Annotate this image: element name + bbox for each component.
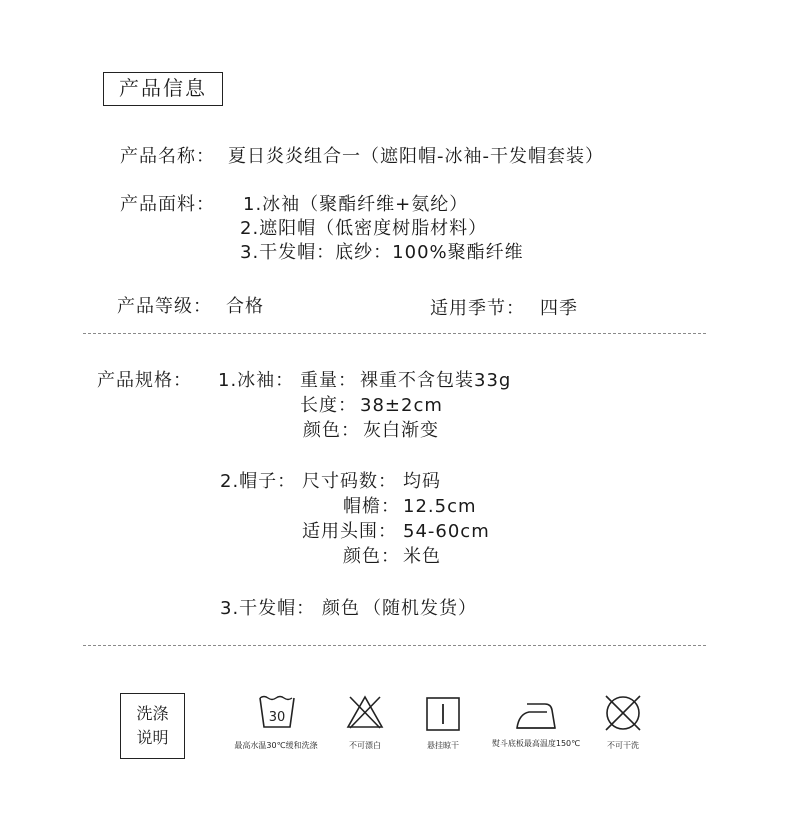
hat-size-label: 尺寸码数： [302, 471, 397, 492]
material-item: 3.干发帽：底纱：100%聚酯纤维 [240, 242, 524, 263]
care-label: 悬挂晾干 [427, 741, 459, 750]
season-value: 四季 [540, 298, 578, 319]
season-label: 适用季节： [430, 298, 525, 319]
no-dry-clean-icon [603, 693, 643, 733]
hat-color-label: 颜色： [343, 546, 400, 567]
hat-color-value: 米色 [403, 546, 441, 567]
towel-heading: 3.干发帽： [220, 598, 316, 619]
no-bleach-icon [345, 694, 385, 730]
section-title: 产品信息 [103, 72, 223, 106]
sleeve-weight-label: 重量： [300, 370, 357, 391]
material-item: 1.冰袖（聚酯纤维+氨纶） [243, 194, 469, 215]
grade-value: 合格 [226, 296, 264, 317]
divider [83, 645, 706, 646]
spec-label: 产品规格： [97, 370, 192, 391]
hat-brim-value: 12.5cm [403, 496, 477, 517]
care-label: 熨斗底板最高温度150℃ [491, 739, 581, 748]
sleeve-weight-value: 裸重不含包装33g [360, 370, 512, 391]
grade-label: 产品等级： [117, 296, 212, 317]
hang-dry-icon [425, 696, 461, 732]
hat-heading: 2.帽子： [220, 471, 297, 492]
towel-color-value: （随机发货） [363, 598, 477, 619]
wash-30-icon [257, 694, 297, 730]
sleeve-length-value: 38±2cm [360, 395, 443, 416]
iron-150-icon [515, 700, 557, 732]
product-name-label: 产品名称： [120, 146, 215, 167]
care-label: 最高水温30℃缓和洗涤 [234, 741, 318, 750]
hat-size-value: 均码 [403, 471, 441, 492]
care-title-line: 洗涤 [136, 704, 169, 723]
sleeve-length-label: 长度： [300, 395, 357, 416]
care-title-line: 说明 [136, 728, 169, 747]
care-label: 不可漂白 [349, 741, 381, 750]
sleeve-heading: 1.冰袖： [218, 370, 295, 391]
care-label: 不可干洗 [607, 741, 639, 750]
hat-head-value: 54-60cm [403, 521, 490, 542]
hat-head-label: 适用头围： [302, 521, 397, 542]
towel-color-label: 颜色 [322, 598, 360, 619]
divider [83, 333, 706, 334]
sleeve-color-label: 颜色： [303, 420, 360, 441]
care-title-box [120, 693, 185, 759]
product-name-value: 夏日炎炎组合一（遮阳帽-冰袖-干发帽套装） [228, 146, 604, 167]
sleeve-color-value: 灰白渐变 [363, 420, 439, 441]
material-item: 2.遮阳帽（低密度树脂材料） [240, 218, 488, 239]
hat-brim-label: 帽檐： [343, 496, 400, 517]
wash-temperature: 30 [268, 710, 286, 725]
material-label: 产品面料： [120, 194, 215, 215]
